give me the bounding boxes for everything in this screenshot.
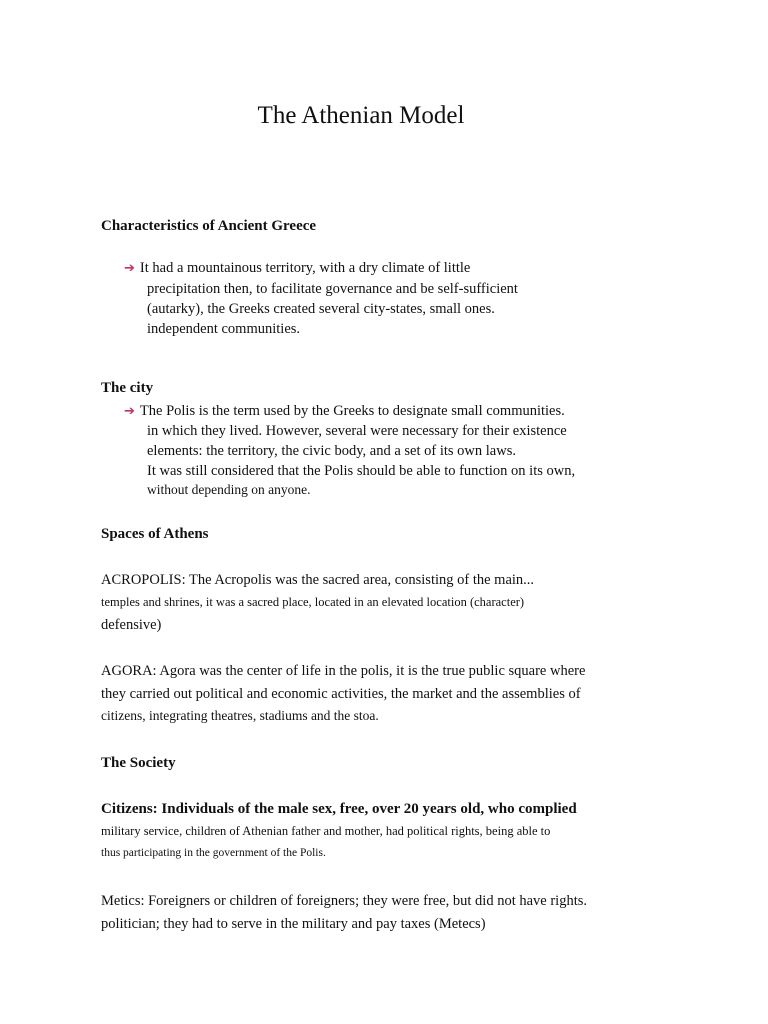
bullet-line — [124, 401, 565, 422]
paragraph-line: ACROPOLIS: The Acropolis was the sacred area, consisting of the main... — [101, 572, 535, 588]
paragraph-line: Citizens: Individuals of the male sex, free, over 20 years old, who complied — [101, 801, 577, 817]
bullet-text: without depending on anyone. — [147, 482, 311, 497]
bullet-text: (autarky), the Greeks created several city-states, small ones. — [147, 301, 495, 317]
paragraph-line: they carried out political and economic activities, the market and the assemblies of — [101, 686, 581, 702]
paragraph-line: AGORA: Agora was the center of life in the polis, it is the true public square where — [101, 663, 586, 679]
bullet-text: The Polis is the term used by the Greeks to designate small communities. — [139, 403, 565, 419]
right-arrow-icon: ➔ — [124, 261, 135, 276]
paragraph-line: politician; they had to serve in the military and pay taxes (Metecs) — [101, 916, 486, 932]
paragraph-line: Metics: Foreigners or children of foreigners; they were free, but did not have rights. — [101, 893, 588, 909]
bullet-text: independent communities. — [147, 321, 301, 337]
bullet-text: in which they lived. However, several were necessary for their existence — [147, 423, 567, 439]
section-heading-society: The Society — [101, 755, 176, 771]
bullet-text: It had a mountainous territory, with a dry climate of little — [139, 260, 471, 276]
section-heading-spaces: Spaces of Athens — [101, 526, 209, 542]
bullet-text: precipitation then, to facilitate governance and be self-sufficient — [147, 281, 518, 297]
right-arrow-icon: ➔ — [124, 404, 135, 419]
bullet-line — [124, 258, 470, 279]
bullet-text: It was still considered that the Polis should be able to function on its own, — [147, 463, 576, 479]
bullet-text: elements: the territory, the civic body, and a set of its own laws. — [147, 443, 516, 459]
document-title: The Athenian Model — [257, 102, 465, 129]
paragraph-line: temples and shrines, it was a sacred place, located in an elevated location (character) — [101, 595, 525, 609]
paragraph-line: thus participating in the government of the Polis. — [101, 847, 326, 859]
section-heading-city: The city — [101, 380, 154, 396]
section-heading-characteristics: Characteristics of Ancient Greece — [101, 218, 317, 234]
paragraph-line: defensive) — [101, 617, 162, 633]
paragraph-line: citizens, integrating theatres, stadiums and the stoa. — [101, 708, 379, 723]
paragraph-line: military service, children of Athenian father and mother, had political rights, being able to — [101, 824, 551, 838]
